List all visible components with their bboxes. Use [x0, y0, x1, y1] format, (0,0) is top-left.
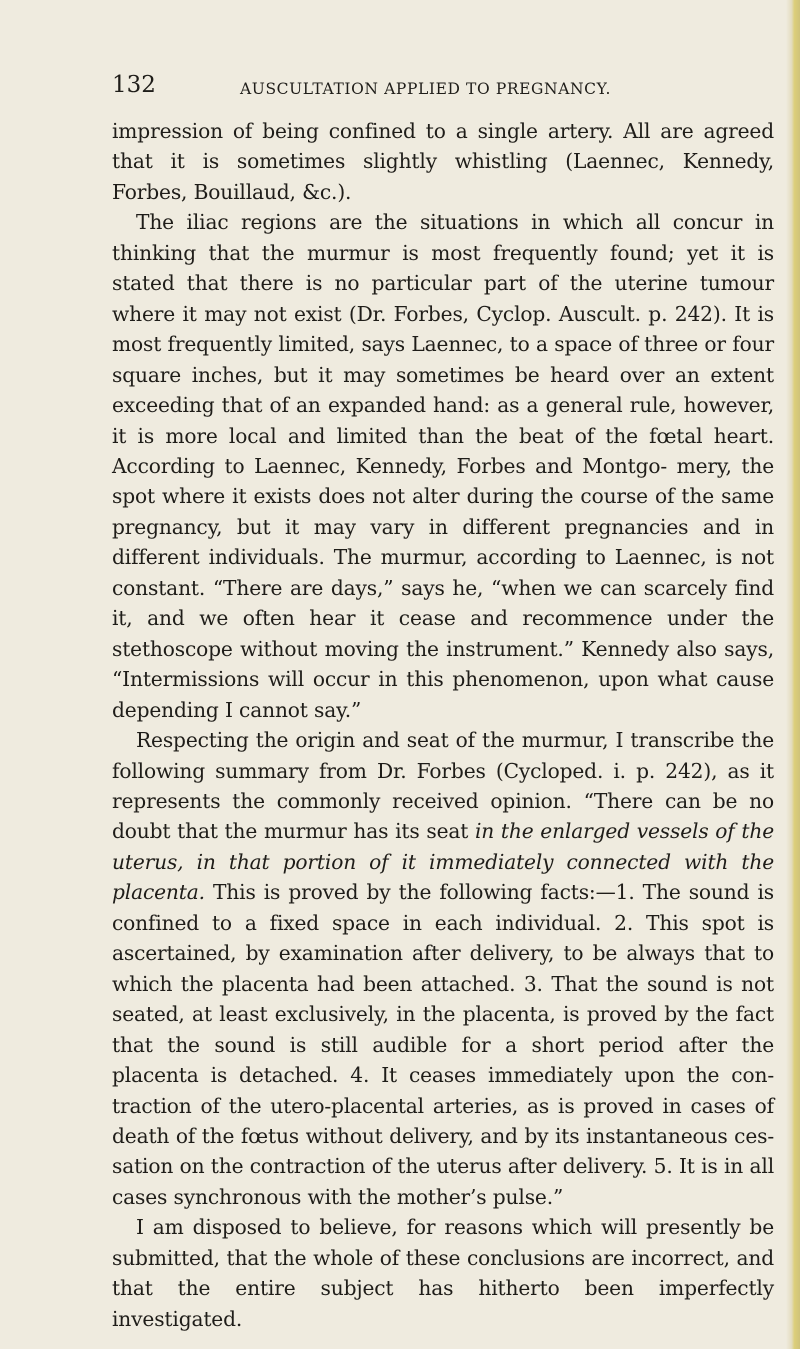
text-segment: This is proved by the following facts:—1. The sound is confined to a fixed space in each individual. 2. This spot is ascertained, by examination after delivery, to be always that to which the placenta had been attached. 3. That the sound is not seated, at least exclusively, in the placenta, is proved by the fact that the sound is still audible for a short period after the placenta is detached. 4. It ceases immediately upon the con- traction of the utero-placental arteries, as is proved in cases of death of the fœtus without delivery, and by its instantaneous ces- sation on the contraction of the uterus after delivery. 5. It is in all cases synchronous with the mother’s pulse.”	[112, 880, 774, 1209]
paragraph-p1	[112, 116, 774, 207]
italic-text: in the enlarged vessels of the uterus, in that portion of it immediately connected with the placenta.	[112, 819, 774, 905]
paragraph-p3	[112, 725, 774, 1212]
paragraph-p2	[112, 207, 774, 725]
text-segment: I am disposed to believe, for reasons which will presently be submitted, that the whole of these conclusions are incorrect, and that the entire subject has hitherto been imperfectly investigated.	[112, 1215, 774, 1331]
page-edge	[786, 0, 800, 1349]
text-segment: The iliac regions are the situations in which all concur in thinking that the murmur is most frequently found; yet it is stated that there is no particular part of the uterine tumour where it may not exist (Dr. Forbes, Cyclop. Auscult. p. 242). It is most frequently limited, says Laennec, to a space of three or four square inches, but it may sometimes be heard over an extent exceeding that of an expanded hand: as a general rule, however, it is more local and limited than the beat of the fœtal heart. According to Laennec, Kennedy, Forbes and Montgo- mery, the spot where it exists does not alter during the course of the same pregnancy, but it may vary in different pregnancies and in different individuals. The murmur, according to Laennec, is not constant. “There are days,” says he, “when we can scarcely find it, and we often hear it cease and recommence under the stethoscope without moving the instrument.” Kennedy also says, “Intermissions will occur in this phenomenon, upon what cause depending I cannot say.”	[112, 210, 774, 722]
page-number: 132	[112, 72, 156, 98]
running-title: AUSCULTATION APPLIED TO PREGNANCY.	[240, 80, 611, 98]
paragraph-p4	[112, 1212, 774, 1334]
text-segment: impression of being confined to a single artery. All are agreed that it is sometimes slightly whistling (Laennec, Kennedy, Forbes, Bouillaud, &c.).	[112, 119, 774, 204]
body-text	[112, 116, 774, 1334]
text-segment: Respecting the origin and seat of the murmur, I transcribe the following summary from Dr. Forbes (Cycloped. i. p. 242), as it represents the commonly received opinion. “There can be no doubt that the murmur has its seat	[112, 728, 774, 844]
